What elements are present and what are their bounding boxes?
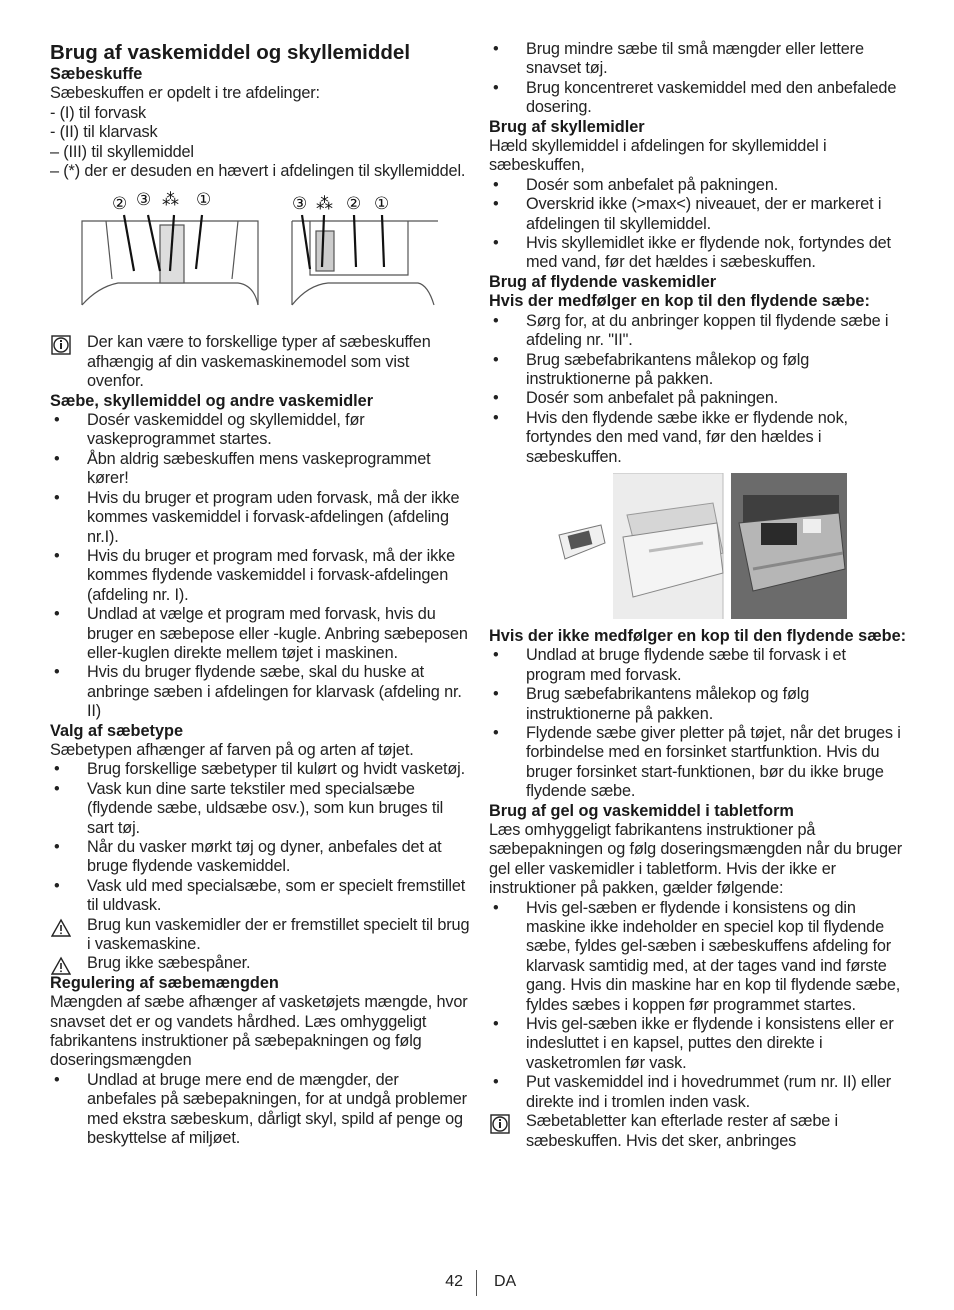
note-text: Brug ikke sæbespåner. bbox=[87, 954, 251, 973]
bullet-list bbox=[489, 646, 909, 801]
list-item: • Vask uld med specialsæbe, som er specielt fremstillet til uldvask. bbox=[50, 877, 470, 916]
info-note bbox=[489, 1112, 909, 1151]
text-line: - (II) til klarvask bbox=[50, 123, 158, 142]
list-item: • Hvis den flydende sæbe ikke er flydende nok, fortyndes den med vand, før den hældes i sæbeskuffen. bbox=[489, 409, 909, 467]
heading-saebe-skyllemiddel: Sæbe, skyllemiddel og andre vaskemidler bbox=[50, 391, 374, 410]
fig-label: ② bbox=[112, 194, 128, 215]
list-item: • Flydende sæbe giver pletter på tøjet, når det bruges i forbindelse med en forsinket startfunktion. Hvis du bruger forsinket start-funktionen, bør du ikke bruge flydende sæbe. bbox=[489, 724, 909, 802]
paragraph: Læs omhyggeligt fabrikantens instruktioner på sæbepakningen og følg doseringsmængden når du bruger gel eller vaskemidler i tabletform. Hvis der ikke er instruktioner på pakken, gælder følgende: bbox=[489, 821, 903, 898]
list-item: • Sørg for, at du anbringer koppen til flydende sæbe i afdeling nr. "II". bbox=[489, 312, 909, 351]
list-item: • Åbn aldrig sæbeskuffen mens vaskeprogrammet kører! bbox=[50, 450, 470, 489]
list-item: • Brug koncentreret vaskemiddel med den anbefalede dosering. bbox=[489, 79, 909, 118]
list-item: • Undlad at bruge mere end de mængder, der anbefales på sæbepakningen, for at undgå problemer med ekstra sæbeskum, dårligt skyl, spild af penge og beskyttelse af miljøet. bbox=[50, 1071, 470, 1149]
fig-label: ③ bbox=[292, 194, 308, 215]
dispenser-drawing bbox=[78, 187, 478, 325]
footer-divider bbox=[476, 1270, 477, 1296]
heading-valg-af-saebetype: Valg af sæbetype bbox=[50, 721, 184, 740]
subheading-uden-kop: Hvis der ikke medfølger en kop til den flydende sæbe: bbox=[489, 626, 907, 645]
info-note bbox=[50, 333, 470, 391]
list-item: • Brug forskellige sæbetyper til kulørt og hvidt vasketøj. bbox=[50, 760, 470, 779]
photo-light-drawer bbox=[559, 473, 723, 619]
fig-label: ③ bbox=[136, 190, 152, 211]
list-item: • Hvis du bruger et program med forvask, må der ikke kommes flydende vaskemiddel i forvask-afdelingen (afdeling nr. I). bbox=[50, 547, 470, 605]
heading-regulering: Regulering af sæbemængden bbox=[50, 973, 279, 992]
warning-note bbox=[50, 916, 470, 955]
paragraph: Mængden af sæbe afhænger af vasketøjets mængde, hvor snavset det er og vandets hårdhed. Læs omhyggeligt fabrikantens instruktioner på sæbepakningen og følg doseringsmængden bbox=[50, 993, 468, 1070]
paragraph: Hæld skyllemiddel i afdelingen for skyllemiddel i sæbeskuffen, bbox=[489, 137, 827, 175]
heading-flydende-vaskemidler: Brug af flydende vaskemidler bbox=[489, 272, 717, 291]
heading-saebeskuffe: Sæbeskuffe bbox=[50, 65, 143, 83]
liquid-cup-photos bbox=[489, 473, 909, 619]
subheading-med-kop: Hvis der medfølger en kop til den flydende sæbe: bbox=[489, 292, 870, 311]
warning-icon bbox=[51, 956, 71, 976]
note-text: Sæbetabletter kan efterlade rester af sæbe i sæbeskuffen. Hvis det sker, anbringes bbox=[526, 1112, 838, 1150]
text-line: – (III) til skyllemiddel bbox=[50, 142, 194, 161]
warning-icon bbox=[51, 918, 71, 938]
text-line: Sæbeskuffen er opdelt i tre afdelinger: bbox=[50, 84, 320, 103]
list-item: • Hvis du bruger flydende sæbe, skal du huske at anbringe sæben i afdelingen for klarvask (afdeling nr. II) bbox=[50, 663, 470, 721]
bullet-list bbox=[489, 176, 909, 273]
fig-label: ⁂ bbox=[316, 194, 333, 215]
list-item: • Dosér som anbefalet på pakningen. bbox=[489, 389, 909, 408]
list-item: • Undlad at bruge flydende sæbe til forvask i et program med forvask. bbox=[489, 646, 909, 685]
page-number: 42 bbox=[445, 1273, 463, 1290]
language-code: DA bbox=[494, 1273, 517, 1290]
right-column bbox=[489, 40, 909, 1151]
dispenser-illustration bbox=[50, 187, 470, 325]
list-item: • Når du vasker mørkt tøj og dyner, anbefales det at bruge flydende vaskemiddel. bbox=[50, 838, 470, 877]
page-footer bbox=[0, 1270, 954, 1298]
paragraph: Sæbetypen afhænger af farven på og arten af tøjet. bbox=[50, 740, 414, 759]
list-item: • Hvis gel-sæben ikke er flydende i konsistens eller er indesluttet i en kapsel, puttes den direkte i vasketromlen før vask. bbox=[489, 1015, 909, 1073]
fig-label: ① bbox=[196, 190, 212, 211]
list-item: • Brug mindre sæbe til små mængder eller lettere snavset tøj. bbox=[489, 40, 909, 79]
info-icon bbox=[51, 335, 71, 355]
list-item: • Dosér som anbefalet på pakningen. bbox=[489, 176, 909, 195]
fig-label: ⁂ bbox=[162, 190, 179, 211]
liquid-cup-drawing bbox=[553, 473, 853, 619]
list-item: • Dosér vaskemiddel og skyllemiddel, før vaskeprogrammet startes. bbox=[50, 411, 470, 450]
bullet-list bbox=[489, 40, 909, 118]
bullet-list bbox=[489, 312, 909, 467]
text-line: - (I) til forvask bbox=[50, 103, 147, 122]
heading-skyllemidler: Brug af skyllemidler bbox=[489, 117, 645, 136]
list-item: • Put vaskemiddel ind i hovedrummet (rum nr. II) eller direkte ind i tromlen inden vask. bbox=[489, 1073, 909, 1112]
info-icon bbox=[490, 1114, 510, 1134]
bullet-list bbox=[489, 899, 909, 1112]
list-item: • Overskrid ikke (>max<) niveauet, der er markeret i afdelingen til skyllemiddel. bbox=[489, 195, 909, 234]
fig-label: ① bbox=[374, 194, 390, 215]
fig-label: ② bbox=[346, 194, 362, 215]
list-item: • Brug sæbefabrikantens målekop og følg instruktionerne på pakken. bbox=[489, 351, 909, 390]
bullet-list bbox=[50, 411, 470, 722]
list-item: • Brug sæbefabrikantens målekop og følg instruktionerne på pakken. bbox=[489, 685, 909, 724]
left-column bbox=[50, 40, 470, 1149]
text-line: – (*) der er desuden en hævert i afdelingen til skyllemiddel. bbox=[50, 162, 466, 181]
bullet-list bbox=[50, 1071, 470, 1149]
page-title: Brug af vaskemiddel og skyllemiddel bbox=[50, 41, 411, 64]
list-item: • Vask kun dine sarte tekstiler med specialsæbe (flydende sæbe, uldsæbe osv.), som kun bruges til sart tøj. bbox=[50, 780, 470, 838]
bullet-list bbox=[50, 760, 470, 915]
photo-dark-drawer bbox=[731, 473, 847, 619]
list-item: • Undlad at vælge et program med forvask, hvis du bruger en sæbepose eller -kugle. Anbring sæbeposen eller-kuglen direkte mellem tøjet i maskinen. bbox=[50, 605, 470, 663]
list-item: • Hvis du bruger et program uden forvask, må der ikke kommes vaskemiddel i forvask-afdelingen (afdeling nr.I). bbox=[50, 489, 470, 547]
list-item: • Hvis skyllemidlet ikke er flydende nok, fortyndes det med vand, før det hældes i sæbeskuffen. bbox=[489, 234, 909, 273]
note-text: Brug kun vaskemidler der er fremstillet specielt til brug i vaskemaskine. bbox=[87, 915, 470, 954]
list-item: • Hvis gel-sæben er flydende i konsistens og din maskine ikke indeholder en speciel kop til flydende sæbe, fyldes gel-sæben i sæbeskuffens afdeling for klarvask samtidig med, at der tages vand ind første gang. Hvis din maskine har en kop til flydende sæbe, fyldes sæbes i koppen før programmet startes. bbox=[489, 899, 909, 1015]
note-text: Der kan være to forskellige typer af sæbeskuffen afhængig af din vaskemaskinemodel som vist ovenfor. bbox=[87, 333, 431, 391]
heading-gel-tablet: Brug af gel og vaskemiddel i tabletform bbox=[489, 801, 794, 820]
warning-note bbox=[50, 954, 470, 973]
